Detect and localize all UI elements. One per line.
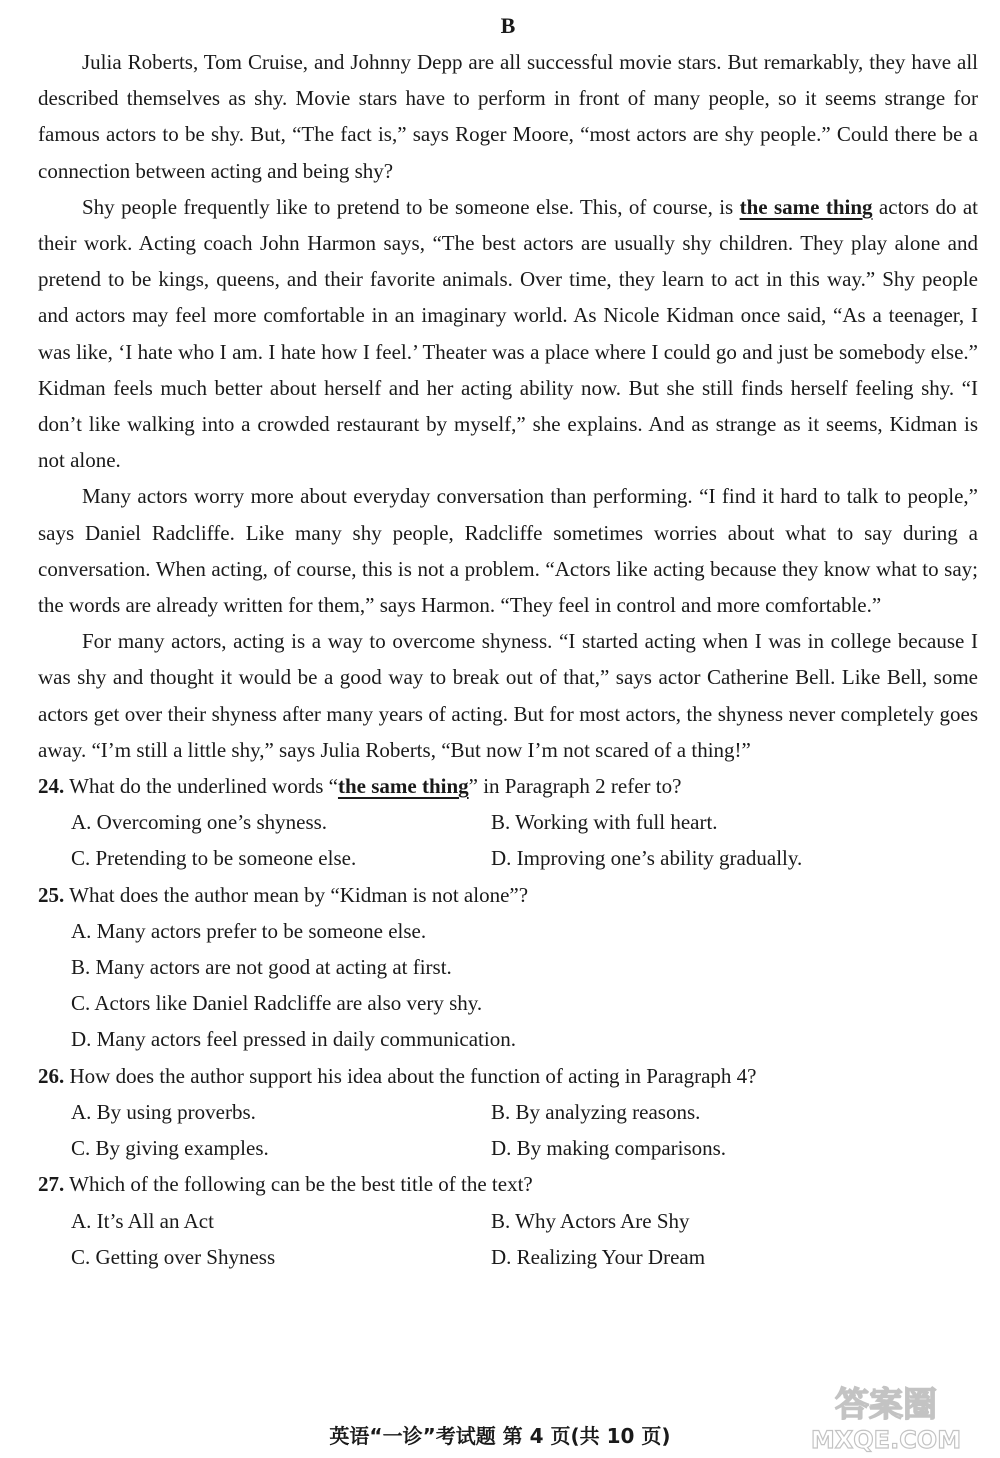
option-b[interactable]: B. Many actors are not good at acting at first. <box>71 955 452 980</box>
watermark-line1: 答案圈 <box>835 1385 937 1425</box>
paragraph-2-rest: actors do at their work. Acting coach John Harmon says, “The best actors are usually shy children. They play alone and pretend to be kings, queens, and their favorite animals. Over time, they learn to act in this way.” Shy people and actors may feel more comfortable in an imaginary world. As Nicole Kidman once said, “As a teenager, I was like, ‘I hate who I am. I hate how I feel.’ Theater was a place where I could go and just be somebody else.” Kidman feels much better about herself and her acting ability now. But she still finds herself feeling shy. “I don’t like walking into a crowded restaurant by myself,” she explains. And as strange as it seems, Kidman is not alone. <box>38 194 978 473</box>
question-27-stem <box>38 1166 978 1202</box>
option-a[interactable]: A. By using proverbs. <box>71 1099 256 1124</box>
option-c[interactable]: C. Actors like Daniel Radcliffe are also very shy. <box>71 991 483 1016</box>
question-25 <box>38 877 978 1058</box>
question-25-stem <box>38 877 978 913</box>
option-b[interactable]: B. By analyzing reasons. <box>491 1099 701 1124</box>
paragraph-2-start: Shy people frequently like to pretend to be someone else. This, of course, is <box>82 194 740 219</box>
paragraph-2 <box>38 189 978 479</box>
option-d[interactable]: D. Improving one’s ability gradually. <box>491 846 803 871</box>
section-letter: B <box>500 13 516 38</box>
question-27-options <box>38 1203 978 1275</box>
question-27-stem-text: Which of the following can be the best title of the text? <box>64 1172 533 1197</box>
question-24-stem-end: ” in Paragraph 2 refer to? <box>468 774 682 799</box>
option-a[interactable]: A. It’s All an Act <box>71 1208 214 1233</box>
page-footer: 英语“一诊”考试题 第 4 页(共 10 页) <box>329 1424 671 1448</box>
paragraph-1: Julia Roberts, Tom Cruise, and Johnny Depp are all successful movie stars. But remarkably, they have all described themselves as shy. Movie stars have to perform in front of many people, so it seems strange for famous actors to be shy. But, “The fact is,” says Roger Moore, “most actors are shy people.” Could there be a connection between acting and being shy? <box>38 50 978 183</box>
option-c[interactable]: C. Pretending to be someone else. <box>71 846 357 871</box>
question-number: 27. <box>38 1172 65 1197</box>
question-number: 25. <box>38 882 65 907</box>
question-24-stem <box>38 768 978 804</box>
exam-page <box>38 8 978 1275</box>
option-c[interactable]: C. Getting over Shyness <box>71 1244 276 1269</box>
option-b[interactable]: B. Why Actors Are Shy <box>491 1208 690 1233</box>
question-25-stem-text: What does the author mean by “Kidman is not alone”? <box>64 882 529 907</box>
passage <box>38 44 978 768</box>
question-25-options <box>38 913 978 1058</box>
watermark-logo <box>786 1376 986 1454</box>
question-24-options <box>38 804 978 876</box>
question-27 <box>38 1166 978 1275</box>
option-d[interactable]: D. Many actors feel pressed in daily communication. <box>71 1027 516 1052</box>
option-b[interactable]: B. Working with full heart. <box>491 810 718 835</box>
question-number: 26. <box>38 1063 65 1088</box>
question-26-stem <box>38 1058 978 1094</box>
watermark-line2: MXQE.COM <box>810 1426 962 1454</box>
question-26-options <box>38 1094 978 1166</box>
underlined-phrase: the same thing <box>739 194 873 219</box>
option-a[interactable]: A. Overcoming one’s shyness. <box>71 810 328 835</box>
option-d[interactable]: D. Realizing Your Dream <box>491 1244 706 1269</box>
option-a[interactable]: A. Many actors prefer to be someone else. <box>71 918 427 943</box>
question-26-stem-text: How does the author support his idea about the function of acting in Paragraph 4? <box>64 1063 757 1088</box>
question-26 <box>38 1058 978 1167</box>
questions <box>38 768 978 1275</box>
option-d[interactable]: D. By making comparisons. <box>491 1136 727 1161</box>
paragraph-3: Many actors worry more about everyday conversation than performing. “I find it hard to talk to people,” says Daniel Radcliffe. Like many shy people, Radcliffe sometimes worries about what to say during a conversation. When acting, of course, this is not a problem. “Actors like acting because they know what to say; the words are already written for them,” says Harmon. “They feel in control and more comfortable.” <box>38 484 978 618</box>
option-c[interactable]: C. By giving examples. <box>71 1136 269 1161</box>
question-24-underlined: the same thing <box>337 774 469 799</box>
question-number: 24. <box>38 774 65 799</box>
paragraph-4: For many actors, acting is a way to overcome shyness. “I started acting when I was in college because I was shy and thought it would be a good way to break out of that,” says actor Catherine Bell. Like Bell, some actors get over their shyness after many years of acting. But for most actors, the shyness never completely goes away. “I’m still a little shy,” says Julia Roberts, “But now I’m not scared of a thing!” <box>38 629 978 762</box>
question-24 <box>38 768 978 877</box>
question-24-stem-start: What do the underlined words “ <box>64 774 338 799</box>
